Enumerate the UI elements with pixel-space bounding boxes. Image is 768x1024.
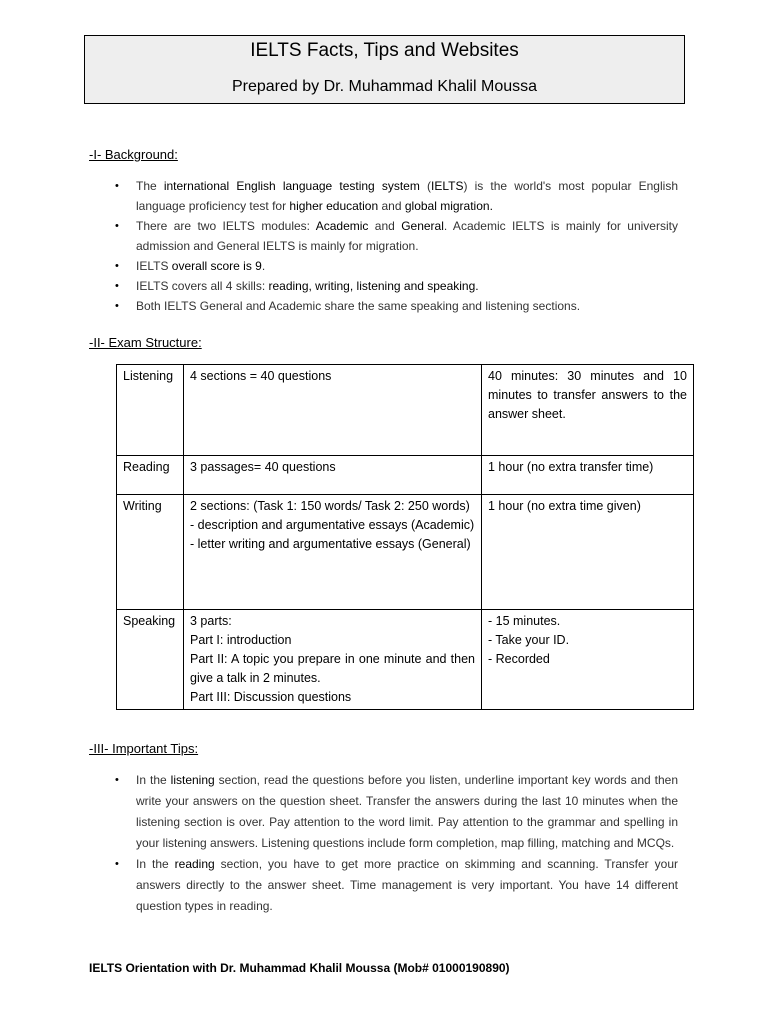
exam-row bbox=[117, 610, 694, 710]
time-cell bbox=[482, 365, 694, 456]
body-text: IELTS bbox=[136, 259, 172, 273]
background-bullet-item bbox=[0, 256, 678, 276]
keyword-text: higher education bbox=[289, 199, 379, 213]
bullet-icon: • bbox=[115, 260, 119, 272]
content-cell-line: 4 sections = 40 questions bbox=[190, 369, 332, 383]
keyword-text: reading bbox=[174, 857, 215, 871]
content-cell-line: 3 parts: bbox=[190, 614, 232, 628]
keyword-text: reading, writing, listening and speaking. bbox=[268, 279, 479, 293]
skill-cell bbox=[117, 456, 184, 495]
tips-bullet-item bbox=[0, 770, 678, 854]
time-cell-line: 40 minutes: 30 minutes and 10 minutes to transfer answers to the answer sheet. bbox=[488, 369, 687, 421]
document-title: IELTS Facts, Tips and Websites bbox=[250, 40, 519, 61]
skill-cell bbox=[117, 610, 184, 710]
content-cell bbox=[184, 365, 482, 456]
exam-row bbox=[117, 495, 694, 610]
content-cell-line: - description and argumentative essays (Academic) bbox=[190, 518, 475, 532]
time-cell-line: - Take your ID. bbox=[488, 633, 570, 647]
exam-structure-table bbox=[116, 364, 694, 710]
body-text: Both IELTS General and Academic share the same speaking and listening sections. bbox=[136, 299, 581, 313]
background-list bbox=[0, 176, 678, 316]
body-text: . bbox=[261, 259, 266, 273]
body-text: section, read the questions before you listen, underline important key words and then write your answers on the question sheet. Transfer the answers during the last 10 minutes when the listening section is over. Pay attention to the word limit. Pay attention to the grammar and spelling in your listening answers. Listening questions include form completion, map filling, matching and MCQs. bbox=[136, 773, 678, 850]
skill-cell-line: Reading bbox=[123, 460, 170, 474]
keyword-text: IELTS bbox=[431, 179, 464, 193]
skill-cell-line: Writing bbox=[123, 499, 162, 513]
skill-cell bbox=[117, 365, 184, 456]
title-box bbox=[84, 35, 685, 104]
time-cell-line: 1 hour (no extra transfer time) bbox=[488, 460, 654, 474]
body-text: . Academic IELTS is mainly for university admission and General IELTS is mainly for migration. bbox=[136, 219, 678, 253]
time-cell-line: 1 hour (no extra time given) bbox=[488, 499, 641, 513]
background-heading: -I- Background: bbox=[89, 147, 178, 162]
time-cell bbox=[482, 495, 694, 610]
content-cell-line: - letter writing and argumentative essays (General) bbox=[190, 537, 471, 551]
keyword-text: General bbox=[401, 219, 444, 233]
bullet-icon: • bbox=[115, 280, 119, 292]
exam-structure-heading: -II- Exam Structure: bbox=[89, 335, 202, 350]
keyword-text: overall score is 9 bbox=[171, 259, 262, 273]
content-cell bbox=[184, 610, 482, 710]
bullet-icon: • bbox=[115, 858, 119, 870]
background-bullet-item bbox=[0, 176, 678, 216]
background-bullet-item bbox=[0, 276, 678, 296]
tips-bullet-item bbox=[0, 854, 678, 917]
body-text: IELTS covers all 4 skills: bbox=[136, 279, 269, 293]
document-author: Prepared by Dr. Muhammad Khalil Moussa bbox=[231, 78, 538, 95]
time-cell bbox=[482, 456, 694, 495]
bullet-icon: • bbox=[115, 180, 119, 192]
background-bullet-item bbox=[0, 216, 678, 256]
keyword-text: global migration. bbox=[404, 199, 493, 213]
content-cell-line: 2 sections: (Task 1: 150 words/ Task 2: 250 words) bbox=[190, 499, 470, 513]
body-text: The bbox=[136, 179, 164, 193]
page-footer: IELTS Orientation with Dr. Muhammad Khalil Moussa (Mob# 01000190890) bbox=[89, 961, 510, 975]
content-cell-line: 3 passages= 40 questions bbox=[190, 460, 336, 474]
time-cell-line: - Recorded bbox=[488, 652, 550, 666]
body-text: and bbox=[368, 219, 402, 233]
exam-row bbox=[117, 365, 694, 456]
body-text: There are two IELTS modules: bbox=[136, 219, 316, 233]
body-text: ( bbox=[419, 179, 431, 193]
body-text: and bbox=[378, 199, 405, 213]
content-cell-line: Part III: Discussion questions bbox=[190, 690, 352, 704]
content-cell bbox=[184, 495, 482, 610]
body-text: ) is the world's most popular English language proficiency test for bbox=[136, 179, 678, 213]
keyword-text: international English language testing system bbox=[163, 179, 420, 193]
content-cell-line: Part I: introduction bbox=[190, 633, 292, 647]
body-text: In the bbox=[136, 773, 171, 787]
bullet-icon: • bbox=[115, 774, 119, 786]
background-bullet-item bbox=[0, 296, 678, 316]
keyword-text: Academic bbox=[315, 219, 369, 233]
bullet-icon: • bbox=[115, 300, 119, 312]
exam-row bbox=[117, 456, 694, 495]
skill-cell-line: Speaking bbox=[123, 614, 176, 628]
body-text: In the bbox=[136, 857, 175, 871]
bullet-icon: • bbox=[115, 220, 119, 232]
skill-cell-line: Listening bbox=[123, 369, 174, 383]
tips-heading: -III- Important Tips: bbox=[89, 741, 199, 756]
time-cell bbox=[482, 610, 694, 710]
content-cell-line: Part II: A topic you prepare in one minute and then give a talk in 2 minutes. bbox=[190, 652, 475, 685]
tips-list bbox=[0, 770, 678, 917]
skill-cell bbox=[117, 495, 184, 610]
body-text: section, you have to get more practice on skimming and scanning. Transfer your answers directly to the answer sheet. Time management is very important. You have 14 different question types in reading. bbox=[136, 857, 678, 913]
content-cell bbox=[184, 456, 482, 495]
keyword-text: listening bbox=[170, 773, 215, 787]
time-cell-line: - 15 minutes. bbox=[488, 614, 561, 628]
